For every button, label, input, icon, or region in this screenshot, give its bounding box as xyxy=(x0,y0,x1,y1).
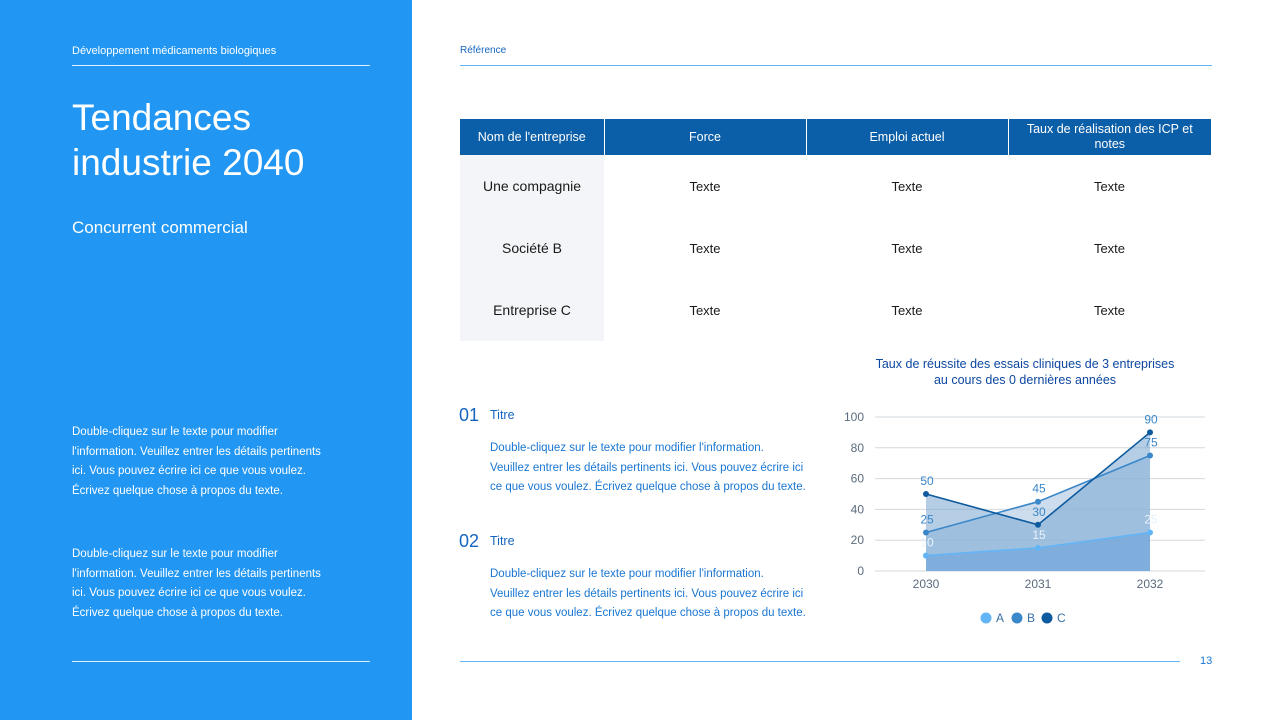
footer-divider xyxy=(460,661,1180,662)
y-tick-label: 100 xyxy=(843,410,864,424)
left-panel xyxy=(0,0,412,720)
data-point-a xyxy=(1035,545,1041,551)
data-label-b: 25 xyxy=(920,512,934,527)
item-number-1: 01 xyxy=(459,405,480,425)
y-tick-label: 80 xyxy=(850,440,864,455)
item-title-1[interactable]: Titre xyxy=(490,408,515,422)
item2-line: Double-cliquez sur le texte pour modifier l'information. xyxy=(490,568,764,580)
data-point-b xyxy=(923,530,929,536)
data-label-c: 30 xyxy=(1032,504,1046,519)
cell-current-job[interactable]: Texte xyxy=(891,178,923,194)
para2-line: Double-cliquez sur le texte pour modifier xyxy=(72,548,278,560)
header-kpi-rate[interactable]: Taux de réalisation des ICP et notes xyxy=(1008,119,1211,155)
para1-line: l'information. Veuillez entrer les détails pertinents xyxy=(72,445,321,458)
cell-company[interactable]: Une compagnie xyxy=(460,155,604,217)
top-divider xyxy=(72,65,370,66)
cell-current-job[interactable]: Texte xyxy=(891,302,923,318)
cell-kpi[interactable]: Texte xyxy=(1093,302,1126,318)
item1-line: Double-cliquez sur le texte pour modifier l'information. xyxy=(490,442,764,454)
data-label-a: 25 xyxy=(1144,512,1158,527)
para1-line: Écrivez quelque chose à propos du texte. xyxy=(72,484,283,497)
item1-line: Veuillez entrer les détails pertinents ici. Vous pouvez écrire ici xyxy=(490,461,804,474)
legend-marker-b xyxy=(1012,613,1023,624)
table-row xyxy=(460,217,1211,279)
para1-line: ici. Vous pouvez écrire ici ce que vous voulez. xyxy=(72,465,306,477)
chart-title-line: au cours des 0 dernières années xyxy=(933,373,1117,387)
para2-line: ici. Vous pouvez écrire ici ce que vous voulez. xyxy=(72,587,306,599)
data-point-a xyxy=(1147,530,1153,536)
para2-line: l'information. Veuillez entrer les détails pertinents xyxy=(72,567,321,580)
legend-marker-c xyxy=(1042,613,1053,624)
x-tick-label: 2030 xyxy=(912,577,940,591)
company-table xyxy=(460,119,1211,341)
cell-kpi[interactable]: Texte xyxy=(1093,178,1126,194)
x-tick-label: 2031 xyxy=(1024,577,1052,591)
item-title-2[interactable]: Titre xyxy=(490,534,515,548)
data-label-c: 50 xyxy=(920,474,934,488)
data-label-c: 90 xyxy=(1144,412,1158,427)
header-company-name[interactable]: Nom de l'entreprise xyxy=(460,119,604,155)
data-label-b: 45 xyxy=(1032,481,1046,496)
cell-company[interactable]: Entreprise C xyxy=(460,279,604,341)
left-paragraph-2[interactable] xyxy=(72,545,352,623)
cell-strength[interactable]: Texte xyxy=(689,240,721,256)
page-number: 13 xyxy=(1200,655,1213,667)
data-point-a xyxy=(923,553,929,559)
slide-subtitle[interactable]: Concurrent commercial xyxy=(72,218,248,237)
data-point-b xyxy=(1147,453,1153,459)
data-label-a: 15 xyxy=(1032,527,1046,542)
bottom-divider xyxy=(72,661,370,662)
header-current-job[interactable]: Emploi actuel xyxy=(806,119,1008,155)
y-tick-label: 0 xyxy=(857,564,864,578)
title-line-1: Tendances xyxy=(72,97,251,138)
data-point-c xyxy=(923,491,929,497)
legend-label-a: A xyxy=(996,611,1005,625)
item-description-1[interactable] xyxy=(490,439,825,498)
left-paragraph-1[interactable] xyxy=(72,423,352,501)
item-description-2[interactable] xyxy=(490,565,825,624)
item2-line: ce que vous voulez. Écrivez quelque chose à propos du texte. xyxy=(490,607,806,619)
cell-strength[interactable]: Texte xyxy=(689,302,721,318)
title-line-2: industrie 2040 xyxy=(72,142,305,183)
legend-marker-a xyxy=(981,613,992,624)
area-chart xyxy=(830,400,1220,635)
item1-line: ce que vous voulez. Écrivez quelque chose à propos du texte. xyxy=(490,481,806,493)
cell-current-job[interactable]: Texte xyxy=(891,240,923,256)
y-tick-label: 20 xyxy=(850,533,864,548)
y-tick-label: 40 xyxy=(850,502,864,517)
subject-label: Développement médicaments biologiques xyxy=(72,45,277,57)
para1-line: Double-cliquez sur le texte pour modifier xyxy=(72,426,278,438)
header-strength[interactable]: Force xyxy=(604,119,806,155)
data-point-b xyxy=(1035,499,1041,505)
data-point-c xyxy=(1035,522,1041,528)
item-number-2: 02 xyxy=(459,531,480,551)
reference-label[interactable]: Référence xyxy=(460,45,507,56)
cell-company[interactable]: Société B xyxy=(460,217,604,279)
item2-line: Veuillez entrer les détails pertinents ici. Vous pouvez écrire ici xyxy=(490,587,804,600)
legend-label-b: B xyxy=(1027,611,1036,625)
table-row xyxy=(460,279,1211,341)
para2-line: Écrivez quelque chose à propos du texte. xyxy=(72,606,283,619)
table-header-row xyxy=(460,119,1211,155)
cell-kpi[interactable]: Texte xyxy=(1093,240,1126,256)
x-tick-label: 2032 xyxy=(1136,577,1164,591)
y-tick-label: 60 xyxy=(850,471,864,486)
reference-divider xyxy=(460,65,1212,66)
chart-title-line: Taux de réussite des essais cliniques de 3 entreprises xyxy=(875,357,1175,371)
legend-label-c: C xyxy=(1057,611,1066,625)
data-label-a: 10 xyxy=(920,535,934,550)
data-label-b: 75 xyxy=(1144,435,1158,450)
cell-strength[interactable]: Texte xyxy=(689,178,721,194)
chart-title xyxy=(860,356,1190,388)
slide-title[interactable] xyxy=(72,95,304,185)
data-point-c xyxy=(1147,429,1153,435)
table-row xyxy=(460,155,1211,217)
